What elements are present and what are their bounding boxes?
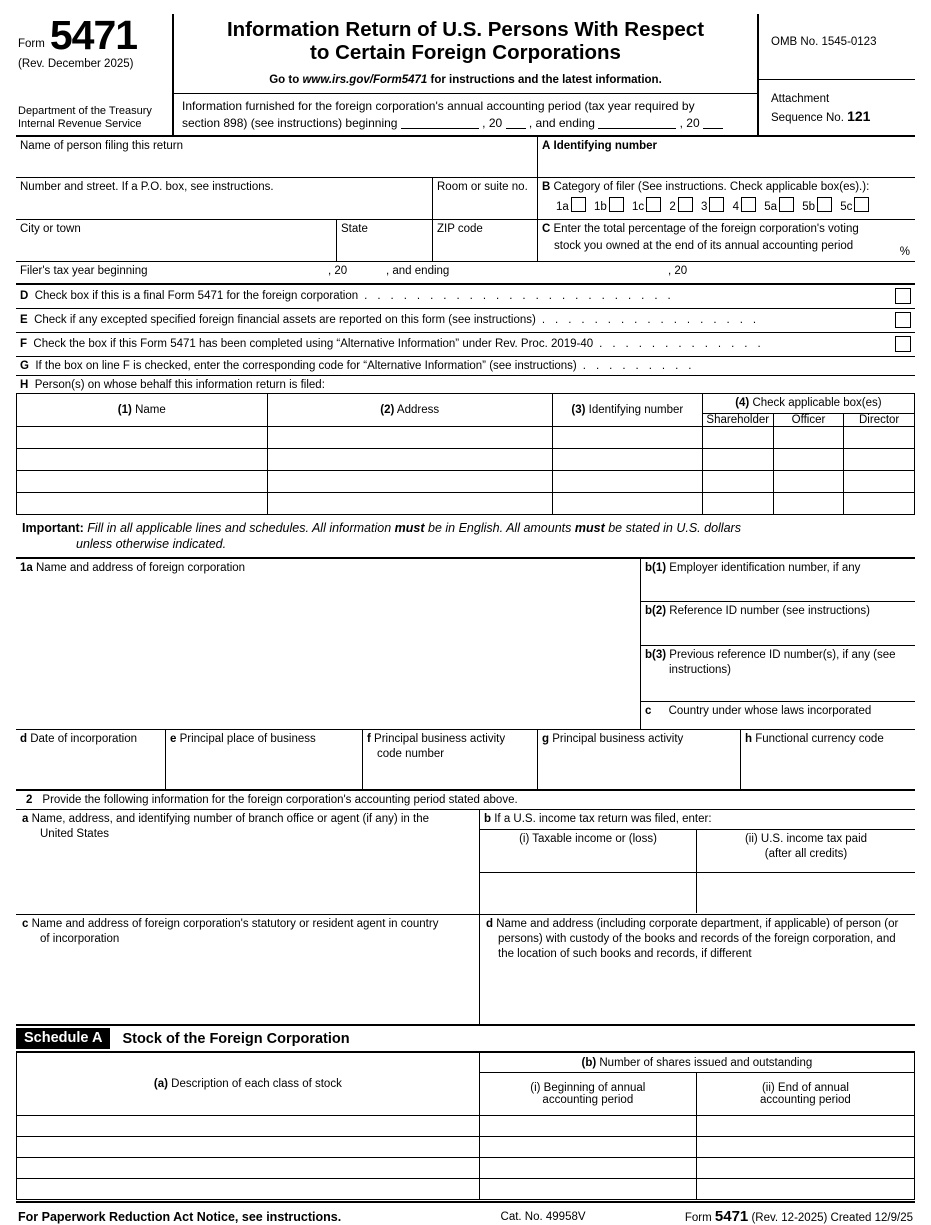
table-row[interactable]	[17, 492, 915, 514]
category-checkbox-1a[interactable]	[571, 197, 586, 212]
period-line-1: Information furnished for the foreign corporation's annual accounting period (tax year required by	[182, 98, 695, 113]
pct-line-2: stock you owned at the end of its annual accounting period	[554, 239, 854, 252]
voting-stock-percentage-cell[interactable]	[537, 220, 915, 261]
cell-shareholder[interactable]	[702, 492, 773, 514]
important-must-2: must	[574, 520, 605, 535]
schedule-a-table	[16, 1051, 915, 1200]
corp-1a-label-line	[16, 559, 640, 576]
identifying-number-label	[538, 137, 915, 154]
category-option-5c[interactable]	[835, 201, 869, 213]
corp-g-num: g	[542, 733, 550, 746]
cell-name[interactable]	[17, 426, 268, 448]
category-checkbox-5b[interactable]	[817, 197, 832, 212]
period-begin-input[interactable]	[401, 116, 479, 129]
corp-name-address-cell[interactable]	[16, 559, 641, 729]
street-label: Number and street. If a P.O. box, see instructions.	[20, 180, 274, 193]
identifying-number-letter: A	[542, 139, 551, 152]
category-option-5b[interactable]	[797, 201, 832, 213]
item-2b-header	[480, 810, 915, 830]
category-option-1b[interactable]	[589, 201, 624, 213]
important-must-1: must	[394, 520, 425, 535]
identifying-number-cell[interactable]	[537, 137, 915, 177]
table-row[interactable]	[17, 1137, 915, 1158]
pct-label-line-2	[538, 237, 915, 254]
corp-b1-num: b(1)	[645, 562, 667, 575]
pct-symbol: %	[899, 245, 910, 258]
line-e-letter: E	[20, 314, 28, 327]
corp-activity-cell[interactable]	[538, 730, 741, 789]
corp-c-num: c	[645, 705, 652, 718]
cell-director[interactable]	[844, 448, 915, 470]
taxable-income-header	[480, 830, 697, 872]
omb-number: OMB No. 1545-0123	[771, 36, 877, 48]
category-option-4[interactable]	[728, 201, 756, 213]
corp-ids-column	[641, 559, 915, 729]
persons-col-shareholder: Shareholder	[702, 413, 773, 426]
line-e[interactable]	[16, 309, 915, 332]
cell-shares-beginning[interactable]	[479, 1179, 696, 1200]
line-h-text: Person(s) on whose behalf this information return is filed:	[34, 378, 325, 391]
important-notice	[16, 515, 915, 558]
item-2b-label: If a U.S. income tax return was filed, enter:	[494, 813, 712, 826]
corp-b2-label: Reference ID number (see instructions)	[669, 605, 870, 618]
cell-shareholder[interactable]	[702, 426, 773, 448]
tax-year-begin-year: , 20	[328, 264, 348, 277]
schedule-a-col-bii-line-2: accounting period	[760, 1094, 851, 1107]
form-number: 5471	[49, 12, 138, 58]
cell-stock-class[interactable]	[17, 1137, 480, 1158]
cell-director[interactable]	[844, 492, 915, 514]
category-checkbox-2[interactable]	[678, 197, 693, 212]
schedule-a-col-b	[479, 1052, 914, 1073]
cell-officer[interactable]	[773, 470, 844, 492]
schedule-a-col-b-label: Number of shares issued and outstanding	[599, 1056, 813, 1069]
schedule-a-col-b-num: (b)	[581, 1056, 597, 1069]
schedule-a-col-a	[17, 1052, 480, 1116]
persons-col-name-label: Name	[135, 403, 166, 416]
goto-prefix: Go to	[269, 73, 300, 86]
persons-col-checkbox-num: (4)	[735, 397, 750, 410]
cell-address[interactable]	[267, 492, 552, 514]
cell-stock-class[interactable]	[17, 1158, 480, 1179]
line-f-checkbox[interactable]	[895, 336, 911, 352]
cell-idnum[interactable]	[552, 426, 702, 448]
corp-f-label-line-1: Principal business activity	[374, 733, 506, 746]
corp-activity-code-cell[interactable]	[363, 730, 538, 789]
corp-previous-reference-id-cell[interactable]	[641, 645, 915, 701]
tax-year-begin-label: Filer's tax year beginning	[20, 264, 148, 277]
corp-details-row	[16, 729, 915, 789]
page-title	[174, 14, 757, 65]
filer-name-cell[interactable]	[16, 137, 537, 177]
cell-name[interactable]	[17, 470, 268, 492]
corp-d-label: Date of incorporation	[30, 733, 137, 746]
page-title-line-2: to Certain Foreign Corporations	[310, 41, 621, 65]
cell-name[interactable]	[17, 448, 268, 470]
catalog-number: Cat. No. 49958V	[500, 1210, 586, 1223]
city-label: City or town	[20, 222, 81, 235]
period-line-2	[182, 115, 751, 132]
persons-col-idnum-label: Identifying number	[588, 403, 684, 416]
department-block	[16, 105, 166, 135]
branch-office-cell[interactable]	[16, 810, 480, 914]
corp-reference-id-cell[interactable]	[641, 601, 915, 645]
goto-url[interactable]: www.irs.gov/Form5471	[302, 73, 428, 86]
period-begin-year-input[interactable]	[506, 116, 526, 129]
zip-cell[interactable]	[432, 220, 537, 261]
cell-address[interactable]	[267, 426, 552, 448]
filer-city-row	[16, 219, 915, 261]
item-2b-num: b	[484, 813, 492, 826]
category-label-line	[538, 178, 915, 195]
persons-col-checkbox-group	[702, 393, 914, 413]
filer-name-row	[16, 137, 915, 177]
period-begin-label: section 898) (see instructions) beginning	[182, 115, 398, 130]
period-end-input[interactable]	[598, 116, 676, 129]
category-option-5a[interactable]	[759, 201, 794, 213]
category-option-3-label: 3	[700, 200, 708, 213]
persons-col-name-num: (1)	[117, 403, 132, 416]
category-option-1a[interactable]	[556, 201, 586, 213]
category-option-1a-label: 1a	[556, 200, 569, 213]
foreign-corp-block	[16, 557, 915, 729]
corp-c-label: Country under whose laws incorporated	[668, 705, 872, 718]
line-g[interactable]	[16, 357, 915, 375]
filer-tax-year-cell[interactable]	[16, 262, 915, 283]
category-option-5b-label: 5b	[802, 200, 815, 213]
corp-1a-num: 1a	[20, 562, 33, 575]
category-checkbox-5c[interactable]	[854, 197, 869, 212]
filer-name-label: Name of person filing this return	[20, 139, 183, 152]
schedule-a-title: Stock of the Foreign Corporation	[122, 1030, 350, 1047]
cell-stock-class[interactable]	[17, 1116, 480, 1137]
category-of-filer-cell	[537, 178, 915, 219]
important-text-c: be stated in U.S. dollars	[608, 520, 741, 535]
schedule-a-col-a-label: Description of each class of stock	[171, 1078, 342, 1091]
important-text-a: Fill in all applicable lines and schedules. All information	[87, 520, 392, 535]
line-f-text: Check the box if this Form 5471 has been completed using “Alternative Information” under Rev. Proc. 2019-40	[33, 338, 594, 351]
cell-shares-end[interactable]	[696, 1158, 914, 1179]
schedule-a-header-row	[17, 1052, 915, 1073]
line-h	[16, 376, 915, 393]
line-d-letter: D	[20, 290, 29, 303]
cell-director[interactable]	[844, 426, 915, 448]
header-form-identity	[16, 14, 174, 135]
corp-1a-label: Name and address of foreign corporation	[36, 562, 246, 575]
corp-b3-label-line-1: Previous reference ID number(s), if any (see	[669, 649, 896, 662]
persons-col-checkbox-label: Check applicable box(es)	[752, 397, 882, 410]
line-d[interactable]	[16, 285, 915, 308]
cell-idnum[interactable]	[552, 492, 702, 514]
item-2a-num: a	[22, 813, 29, 826]
period-end-year-input[interactable]	[703, 116, 723, 129]
form-5471	[16, 14, 915, 1225]
line-f-leader: . . . . . . . . . . . . .	[599, 338, 765, 351]
footer-form-number: 5471	[714, 1208, 749, 1225]
period-end-label: , and ending	[528, 115, 595, 130]
category-letter: B	[542, 180, 551, 193]
line-e-leader: . . . . . . . . . . . . . . . . .	[541, 314, 760, 327]
item-2d-label-line-1: Name and address (including corporate department, if applicable) of person (or	[496, 918, 899, 931]
category-label: Category of filer (See instructions. Check applicable box(es).):	[553, 180, 870, 193]
schedule-a-col-bii	[696, 1073, 914, 1116]
cell-shareholder[interactable]	[702, 448, 773, 470]
persons-col-officer: Officer	[773, 413, 844, 426]
cell-address[interactable]	[267, 448, 552, 470]
item-2d-label-line-3: the location of such books and records, if different	[498, 948, 752, 961]
category-option-1c-label: 1c	[632, 200, 645, 213]
attachment-sequence-number: 121	[847, 108, 871, 125]
item-2d-label-line-2: persons) with custody of the books and records of the foreign corporation, and	[498, 933, 896, 946]
corp-e-label: Principal place of business	[179, 733, 316, 746]
tax-year-end-label: , and ending	[386, 264, 450, 277]
footer-form-word: Form	[684, 1212, 712, 1225]
persons-table	[16, 393, 915, 515]
corp-f-label-line-2: code number	[377, 748, 445, 761]
category-option-1b-label: 1b	[594, 200, 607, 213]
important-text-b: be in English. All amounts	[428, 520, 572, 535]
item-2bii-label-line-2: (after all credits)	[764, 848, 848, 861]
schedule-a-banner	[16, 1026, 915, 1051]
category-checkbox-1b[interactable]	[609, 197, 624, 212]
form-number-block	[16, 12, 166, 58]
category-checkbox-1c[interactable]	[646, 197, 661, 212]
attachment-sequence-label: Sequence No.	[771, 112, 844, 125]
goto-instructions	[174, 65, 757, 93]
item-2bii-label-line-1: (ii) U.S. income tax paid	[744, 833, 868, 846]
corp-b3-label-line-2: instructions)	[669, 664, 731, 677]
line-f-letter: F	[20, 338, 28, 351]
item-2cd-row	[16, 914, 915, 1024]
page-title-line-1: Information Return of U.S. Persons With Respect	[226, 18, 705, 41]
footer-form-id	[685, 1208, 913, 1225]
schedule-a-tag: Schedule A	[16, 1028, 110, 1049]
tax-paid-input[interactable]	[697, 873, 915, 913]
item-2b-subheaders	[480, 830, 915, 873]
line-h-letter: H	[20, 378, 29, 391]
item-2a-label-line-2: United States	[40, 828, 110, 841]
persons-col-address	[267, 393, 552, 426]
cell-officer[interactable]	[773, 448, 844, 470]
category-option-5a-label: 5a	[764, 200, 777, 213]
cell-address[interactable]	[267, 470, 552, 492]
line-g-leader: . . . . . . . . .	[582, 359, 695, 372]
us-return-cell	[480, 810, 915, 914]
cell-shares-end[interactable]	[696, 1116, 914, 1137]
item-2-heading	[16, 791, 915, 809]
line-d-leader: . . . . . . . . . . . . . . . . . . . . . . . .	[364, 290, 675, 303]
persons-col-address-label: Address	[396, 403, 440, 416]
item-2-num: 2	[26, 794, 33, 807]
line-e-text: Check if any excepted specified foreign financial assets are reported on this form (see instructions)	[34, 314, 536, 327]
cell-shares-end[interactable]	[696, 1137, 914, 1158]
cell-idnum[interactable]	[552, 470, 702, 492]
footer-revision: (Rev. 12-2025) Created 12/9/25	[751, 1212, 913, 1225]
line-d-text: Check box if this is a final Form 5471 for the foreign corporation	[34, 290, 359, 303]
corp-h-label: Functional currency code	[755, 733, 884, 746]
persons-col-name	[17, 393, 268, 426]
paperwork-notice: For Paperwork Reduction Act Notice, see instructions.	[18, 1209, 342, 1224]
line-f[interactable]	[16, 333, 915, 356]
schedule-a-col-bi-line-2: accounting period	[542, 1094, 634, 1107]
cell-name[interactable]	[17, 492, 268, 514]
header-omb-block	[757, 14, 915, 135]
corp-d-num: d	[20, 733, 28, 746]
street-cell[interactable]	[16, 178, 432, 219]
item-2bi-label: (i) Taxable income or (loss)	[519, 833, 657, 846]
state-label: State	[341, 222, 368, 235]
line-g-text: If the box on line F is checked, enter the corresponding code for “Alternative Information” (see instructions)	[35, 359, 577, 372]
corp-currency-code-cell[interactable]	[741, 730, 915, 789]
statutory-agent-cell[interactable]	[16, 915, 480, 1024]
cell-shares-end[interactable]	[696, 1179, 914, 1200]
form-footer	[16, 1203, 915, 1225]
attachment-sequence	[759, 79, 915, 135]
cell-stock-class[interactable]	[17, 1179, 480, 1200]
category-checkbox-group	[538, 195, 915, 215]
corp-h-num: h	[745, 733, 753, 746]
line-d-checkbox[interactable]	[895, 288, 911, 304]
cell-director[interactable]	[844, 470, 915, 492]
table-row[interactable]	[17, 1158, 915, 1179]
category-option-3[interactable]	[696, 201, 724, 213]
corp-g-label: Principal business activity	[552, 733, 684, 746]
header-title-block	[174, 14, 757, 135]
corp-country-cell[interactable]	[641, 701, 915, 729]
category-checkbox-4[interactable]	[741, 197, 756, 212]
persons-col-idnum-num: (3)	[571, 403, 586, 416]
pct-label-line-1	[538, 220, 915, 237]
persons-col-address-num: (2)	[380, 403, 395, 416]
city-cell[interactable]	[16, 220, 336, 261]
item-2c-label-line-2: of incorporation	[40, 933, 120, 946]
attachment-label: Attachment	[771, 92, 830, 105]
cell-shares-beginning[interactable]	[479, 1137, 696, 1158]
table-row[interactable]	[17, 1179, 915, 1200]
corp-b1-label: Employer identification number, if any	[669, 562, 861, 575]
category-option-2[interactable]	[664, 201, 692, 213]
period-begin-year-prefix: , 20	[482, 115, 503, 130]
cell-shares-beginning[interactable]	[479, 1158, 696, 1179]
item-2c-num: c	[22, 918, 29, 931]
state-cell[interactable]	[336, 220, 432, 261]
item-2ab-row	[16, 809, 915, 914]
department-line-1: Department of the Treasury	[18, 104, 152, 117]
form-header	[16, 14, 915, 137]
corp-b3-num: b(3)	[645, 649, 667, 662]
department-line-2: Internal Revenue Service	[18, 118, 142, 131]
table-row[interactable]	[17, 448, 915, 470]
category-option-4-label: 4	[732, 200, 739, 213]
filer-street-row	[16, 177, 915, 219]
cell-idnum[interactable]	[552, 448, 702, 470]
period-end-year-prefix: , 20	[679, 115, 700, 130]
corp-b2-num: b(2)	[645, 605, 667, 618]
corp-e-num: e	[170, 733, 177, 746]
schedule-a-col-bi	[479, 1073, 696, 1116]
item-2-text: Provide the following information for the foreign corporation's accounting period stated above.	[42, 794, 518, 807]
attachment-sequence-line	[771, 107, 909, 126]
schedule-a-col-a-num: (a)	[153, 1078, 168, 1091]
schedule-a-col-bii-line-1: (ii) End of annual	[761, 1082, 849, 1095]
line-e-checkbox[interactable]	[895, 312, 911, 328]
tax-year-end-year: , 20	[668, 264, 688, 277]
important-label: Important:	[22, 520, 84, 535]
form-revision: (Rev. December 2025)	[18, 57, 134, 70]
item-2a-label-line-1: Name, address, and identifying number of branch office or agent (if any) in the	[31, 813, 430, 826]
schedule-a-col-bi-line-1: (i) Beginning of annual	[530, 1082, 646, 1095]
category-option-1c[interactable]	[627, 201, 661, 213]
persons-table-header-row	[17, 393, 915, 413]
corp-date-incorporation-cell[interactable]	[16, 730, 166, 789]
room-label: Room or suite no.	[437, 180, 528, 193]
important-text-d: unless otherwise indicated.	[76, 537, 227, 552]
accounting-period-statement	[174, 93, 757, 135]
cell-officer[interactable]	[773, 426, 844, 448]
line-g-letter: G	[20, 359, 29, 372]
cell-shareholder[interactable]	[702, 470, 773, 492]
corp-ein-cell[interactable]	[641, 559, 915, 601]
corp-principal-place-cell[interactable]	[166, 730, 363, 789]
corp-f-num: f	[367, 733, 371, 746]
category-checkbox-5a[interactable]	[779, 197, 794, 212]
tax-paid-header	[697, 830, 915, 872]
table-row[interactable]	[17, 470, 915, 492]
pct-line-1: Enter the total percentage of the foreign corporation's voting	[553, 222, 859, 235]
cell-shares-beginning[interactable]	[479, 1116, 696, 1137]
books-custody-cell[interactable]	[480, 915, 915, 1024]
category-checkbox-3[interactable]	[709, 197, 724, 212]
item-2b-value-row	[480, 873, 915, 913]
persons-col-idnum	[552, 393, 702, 426]
cell-officer[interactable]	[773, 492, 844, 514]
goto-suffix: for instructions and the latest information.	[430, 73, 662, 86]
identifying-number-text: Identifying number	[553, 139, 658, 152]
persons-col-director: Director	[844, 413, 915, 426]
item-2c-label-line-1: Name and address of foreign corporation's statutory or resident agent in country	[31, 918, 439, 931]
form-word: Form	[18, 37, 45, 50]
table-row[interactable]	[17, 1116, 915, 1137]
category-option-2-label: 2	[669, 200, 676, 213]
category-option-5c-label: 5c	[840, 200, 853, 213]
table-row[interactable]	[17, 426, 915, 448]
zip-label: ZIP code	[437, 222, 483, 235]
room-cell[interactable]	[432, 178, 537, 219]
filer-tax-year-row	[16, 261, 915, 283]
item-2d-num: d	[486, 918, 494, 931]
pct-letter: C	[542, 222, 551, 235]
taxable-income-input[interactable]	[480, 873, 697, 913]
